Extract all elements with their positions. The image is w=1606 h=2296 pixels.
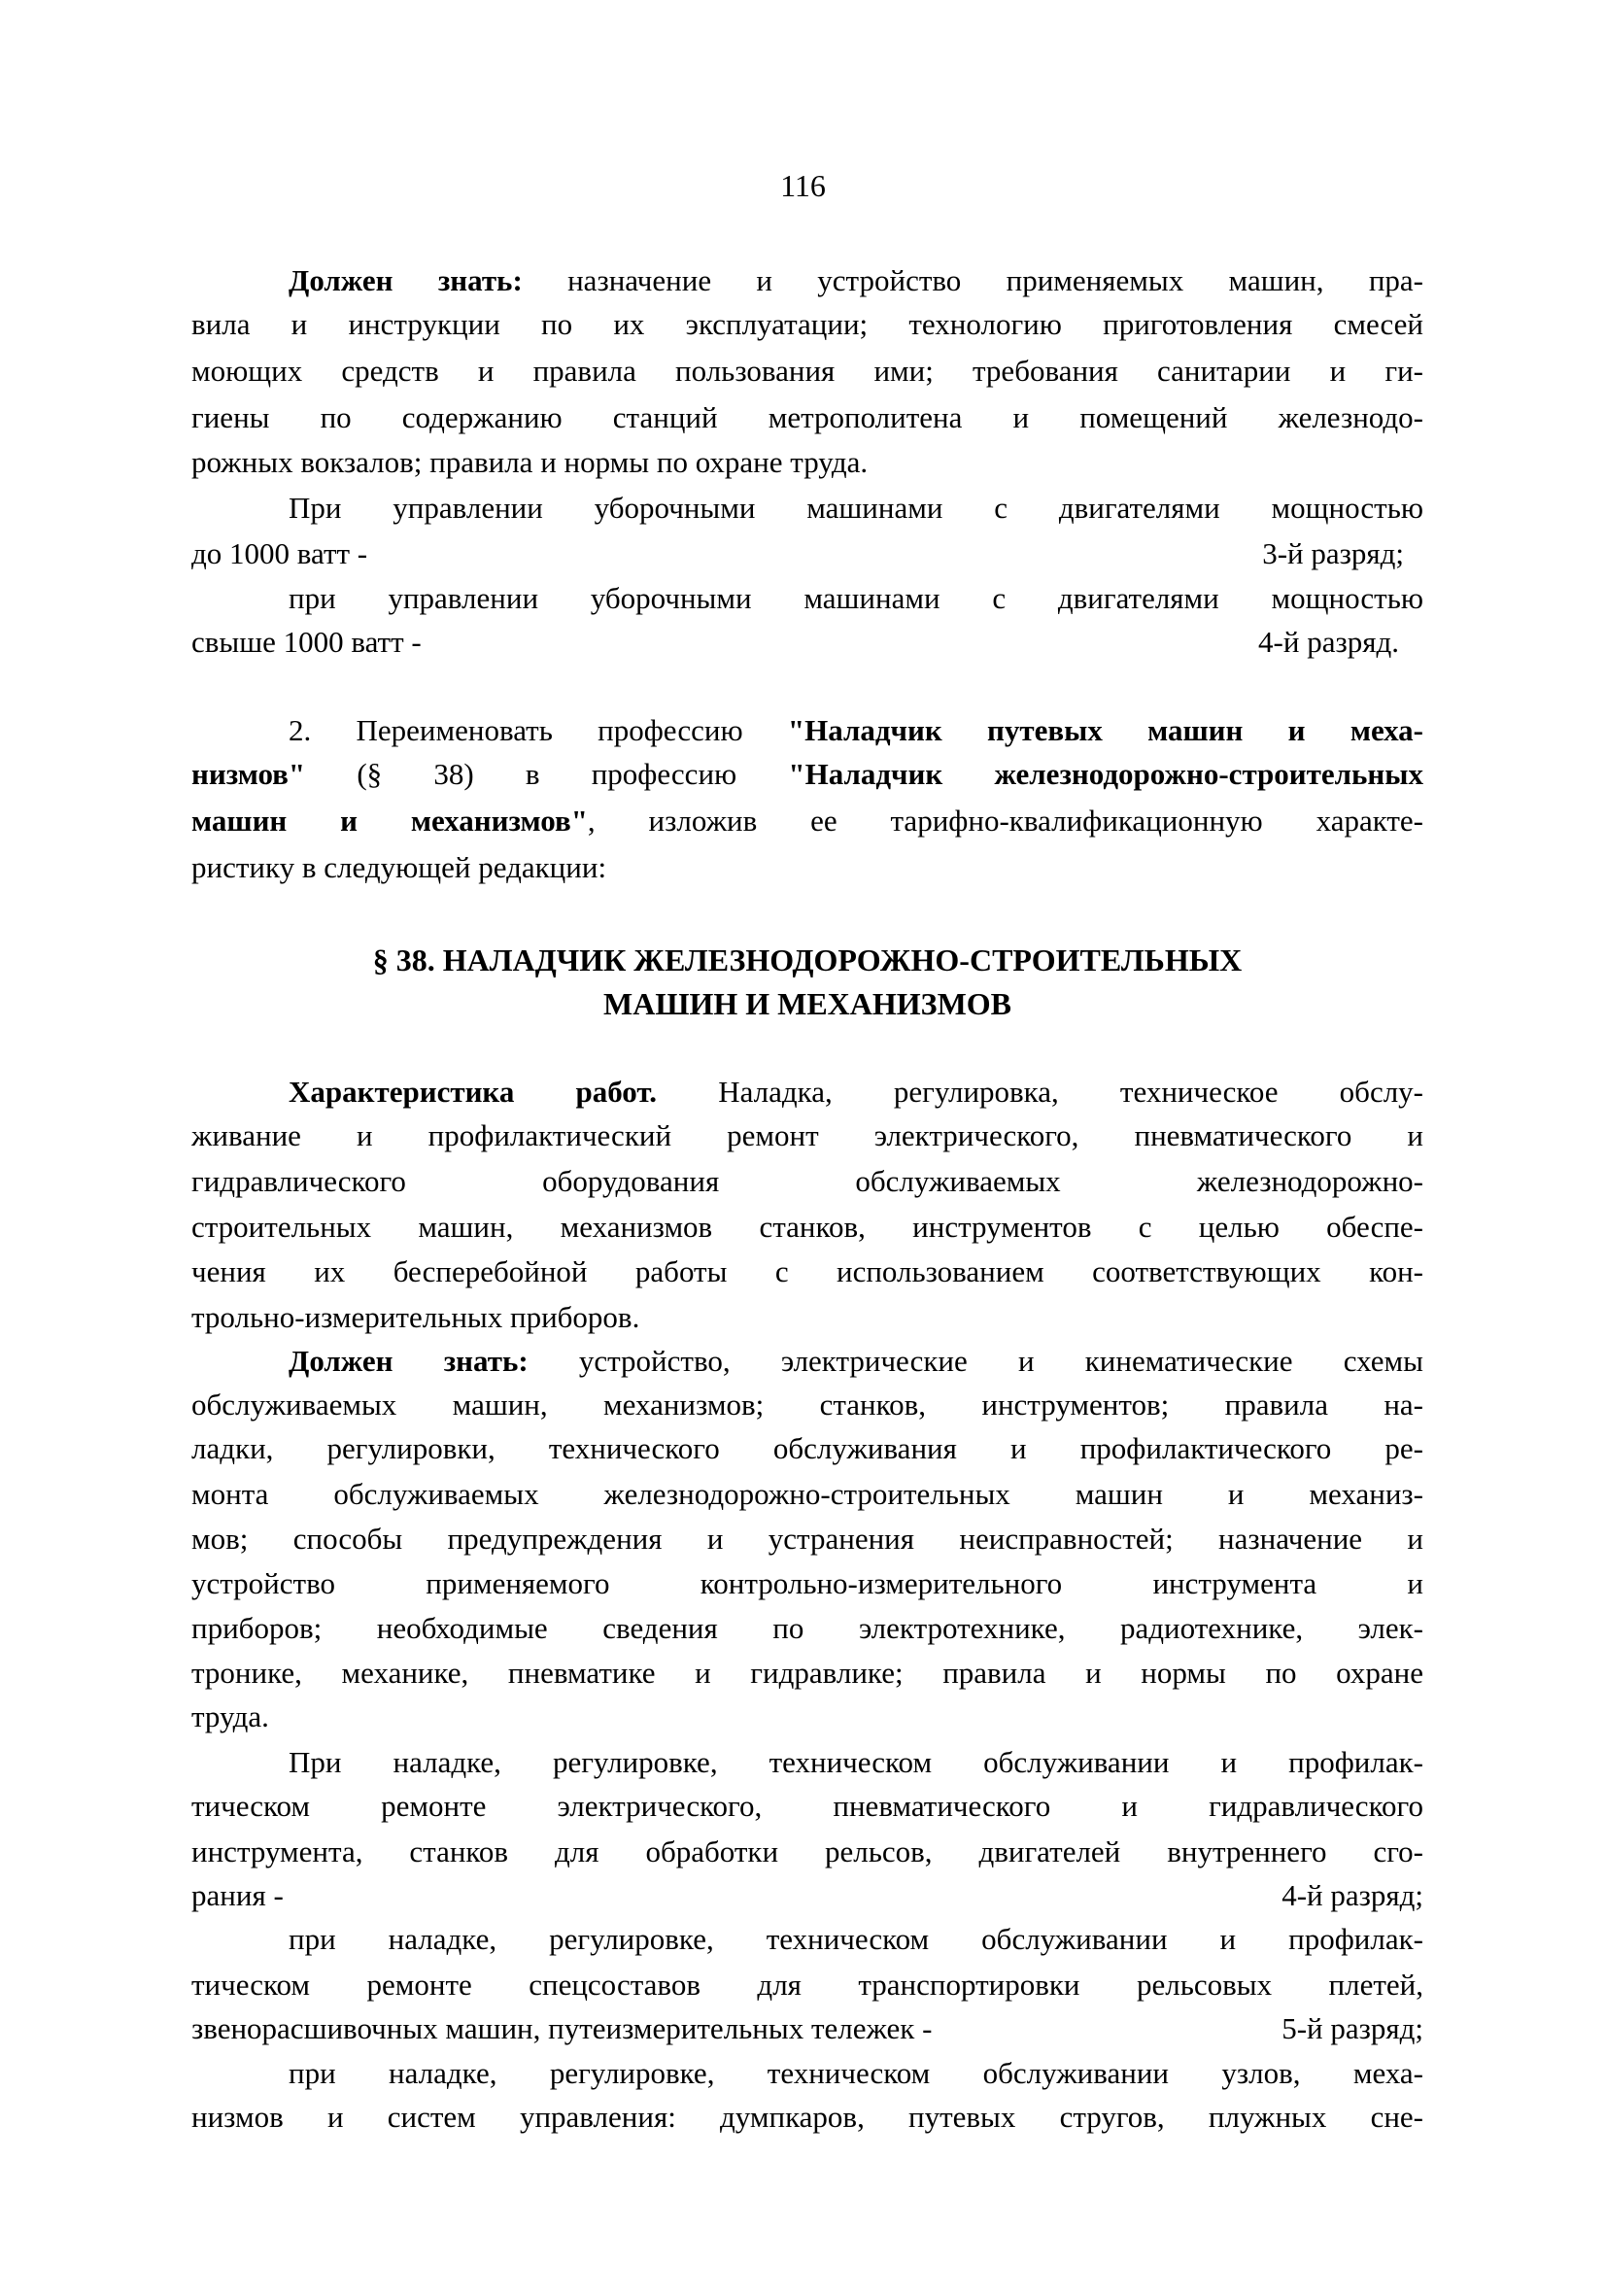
section-heading-line — [191, 981, 1423, 1026]
text-line — [191, 1784, 1423, 1829]
text-segment: рожных вокзалов; правила и нормы по охране труда. — [191, 445, 869, 479]
line-text — [289, 1344, 1423, 1378]
text-line — [191, 1695, 1423, 1739]
text-line — [191, 1472, 1423, 1517]
line-text — [191, 1611, 1423, 1645]
text-segment: гиены по содержанию станций метрополитена и помещений железнодо- — [191, 400, 1423, 434]
text-line — [191, 440, 1423, 485]
text-line — [191, 1651, 1423, 1696]
text-segment: чения их бесперебойной работы с использованием соответствующих кон- — [191, 1254, 1423, 1288]
line-text — [191, 1254, 1423, 1288]
line-text — [191, 850, 606, 884]
text-segment: при управлении уборочными машинами с двигателями мощностью — [289, 581, 1423, 615]
text-segment: до 1000 ватт - — [191, 536, 368, 570]
text-segment: моющих средств и правила пользования ими; требования санитарии и ги- — [191, 354, 1423, 388]
line-text — [191, 757, 1423, 791]
text-line — [191, 1963, 1423, 2007]
text-segment: (§ 38) в профессию — [305, 757, 789, 791]
text-line — [191, 1873, 1423, 1918]
text-segment: монта обслуживаемых железнодорожно-строительных машин и механиз- — [191, 1477, 1423, 1511]
text-line — [191, 1426, 1423, 1471]
grade-label: 3-й разряд; — [1262, 536, 1404, 570]
line-text — [191, 1118, 1423, 1152]
line-text — [289, 491, 1423, 525]
text-line — [191, 1205, 1423, 1250]
line-text — [289, 263, 1423, 297]
text-line — [289, 576, 1423, 621]
text-line — [289, 1917, 1423, 1962]
text-segment: тическом ремонте электрического, пневматического и гидравлического — [191, 1789, 1423, 1823]
bold-text: Должен знать: — [289, 263, 523, 297]
bold-text: низмов" — [191, 757, 306, 791]
grade-label: 4-й разряд; — [1281, 1878, 1423, 1912]
bold-text: машин и механизмов" — [191, 804, 588, 838]
text-line — [191, 799, 1423, 843]
line-text — [191, 804, 1423, 838]
line-text — [289, 713, 1423, 747]
page-number: 116 — [780, 168, 826, 203]
line-text — [191, 445, 868, 479]
text-line — [191, 1517, 1423, 1561]
text-line — [191, 1250, 1423, 1294]
line-text — [191, 620, 422, 665]
text-line — [191, 1295, 1423, 1340]
text-line — [191, 1606, 1423, 1651]
text-segment: строительных машин, механизмов станков, инструментов с целью обеспе- — [191, 1210, 1423, 1244]
text-line — [289, 1740, 1423, 1785]
text-segment: МАШИН И МЕХАНИЗМОВ — [603, 986, 1011, 1021]
text-segment: тическом ремонте спецсоставов для транспортировки рельсовых плетей, — [191, 1968, 1423, 2002]
line-text — [191, 2006, 932, 2051]
line-text — [191, 1164, 1423, 1198]
line-text — [191, 1789, 1423, 1823]
text-line — [289, 1070, 1423, 1114]
text-segment: устройство применяемого контрольно-измерительного инструмента и — [191, 1566, 1423, 1600]
line-text — [191, 1834, 1423, 1868]
text-segment: звенорасшивочных машин, путеизмерительных тележек - — [191, 2011, 933, 2045]
line-text — [191, 400, 1423, 434]
text-line — [191, 1114, 1423, 1158]
text-line — [289, 2051, 1423, 2096]
bold-text: "Наладчик железнодорожно-строительных — [788, 757, 1423, 791]
text-segment: обслуживаемых машин, механизмов; станков, инструментов; правила на- — [191, 1388, 1423, 1422]
text-segment: гидравлического оборудования обслуживаемых железнодорожно- — [191, 1164, 1423, 1198]
text-segment: свыше 1000 ватт - — [191, 625, 422, 659]
line-text — [191, 2100, 1423, 2134]
text-segment: 2. Переименовать профессию — [289, 713, 788, 747]
line-text — [191, 1699, 269, 1733]
text-segment: при наладке, регулировке, техническом обслуживании узлов, меха- — [289, 2056, 1423, 2090]
text-line — [191, 2095, 1423, 2140]
line-text — [191, 531, 367, 576]
text-line — [191, 2006, 1423, 2051]
line-text — [191, 1300, 639, 1334]
text-segment: вила и инструкции по их эксплуатации; технологию приготовления смесей — [191, 307, 1423, 341]
text-segment: рания - — [191, 1878, 284, 1912]
line-text — [191, 1431, 1423, 1465]
bold-text: "Наладчик путевых машин и меха- — [787, 713, 1423, 747]
text-line — [191, 531, 1423, 576]
text-line — [191, 1383, 1423, 1427]
text-segment: Наладка, регулировка, техническое обслу- — [657, 1075, 1423, 1109]
line-text — [191, 1522, 1423, 1556]
text-segment: труда. — [191, 1699, 269, 1733]
text-segment: назначение и устройство применяемых машин, пра- — [522, 263, 1423, 297]
line-text — [191, 1656, 1423, 1690]
text-segment: устройство, электрические и кинематические схемы — [528, 1344, 1424, 1378]
text-line — [191, 395, 1423, 440]
text-segment: При наладке, регулировке, техническом обслуживании и профилак- — [289, 1745, 1423, 1779]
text-segment: низмов и систем управления: думпкаров, путевых стругов, плужных сне- — [191, 2100, 1423, 2134]
line-text — [191, 1210, 1423, 1244]
text-line — [191, 620, 1423, 665]
bold-text: Должен знать: — [289, 1344, 529, 1378]
text-segment: , изложив ее тарифно-квалификационную характе- — [587, 804, 1423, 838]
line-text — [191, 1968, 1423, 2002]
text-segment: приборов; необходимые сведения по электротехнике, радиотехнике, элек- — [191, 1611, 1423, 1645]
text-line — [191, 1561, 1423, 1606]
text-segment: ладки, регулировки, технического обслуживания и профилактического ре- — [191, 1431, 1423, 1465]
text-line — [289, 486, 1423, 531]
text-segment: трольно-измерительных приборов. — [191, 1300, 640, 1334]
text-line — [191, 752, 1423, 797]
text-segment: живание и профилактический ремонт электрического, пневматического и — [191, 1118, 1423, 1152]
grade-label: 5-й разряд; — [1281, 2011, 1423, 2045]
line-text — [289, 1745, 1423, 1779]
text-line — [191, 302, 1423, 347]
line-text — [191, 354, 1423, 388]
line-text — [191, 1873, 284, 1918]
line-text — [289, 2056, 1423, 2090]
line-text — [289, 1922, 1423, 1956]
bold-text: Характеристика работ. — [289, 1075, 658, 1109]
line-text — [191, 1477, 1423, 1511]
grade-label: 4-й разряд. — [1258, 625, 1399, 659]
section-heading-line — [191, 938, 1423, 982]
text-line — [191, 349, 1423, 394]
text-line — [289, 1339, 1423, 1384]
line-text — [289, 1075, 1423, 1109]
text-segment: тронике, механике, пневматике и гидравлике; правила и нормы по охране — [191, 1656, 1423, 1690]
text-line — [289, 708, 1423, 753]
line-text — [191, 1566, 1423, 1600]
line-text — [603, 986, 1011, 1021]
text-segment: При управлении уборочными машинами с двигателями мощностью — [289, 491, 1423, 525]
line-text — [373, 942, 1242, 977]
text-line — [191, 1159, 1423, 1204]
text-segment: мов; способы предупреждения и устранения неисправностей; назначение и — [191, 1522, 1423, 1556]
text-segment: инструмента, станков для обработки рельсов, двигателей внутреннего сго- — [191, 1834, 1423, 1868]
text-line — [191, 845, 1423, 890]
line-text — [191, 1388, 1423, 1422]
text-segment: ристику в следующей редакции: — [191, 850, 607, 884]
line-text — [289, 581, 1423, 615]
text-segment: § 38. НАЛАДЧИК ЖЕЛЕЗНОДОРОЖНО-СТРОИТЕЛЬНЫХ — [372, 942, 1243, 977]
text-line — [289, 258, 1423, 303]
text-line — [191, 1830, 1423, 1874]
text-segment: при наладке, регулировке, техническом обслуживании и профилак- — [289, 1922, 1423, 1956]
line-text — [191, 307, 1423, 341]
